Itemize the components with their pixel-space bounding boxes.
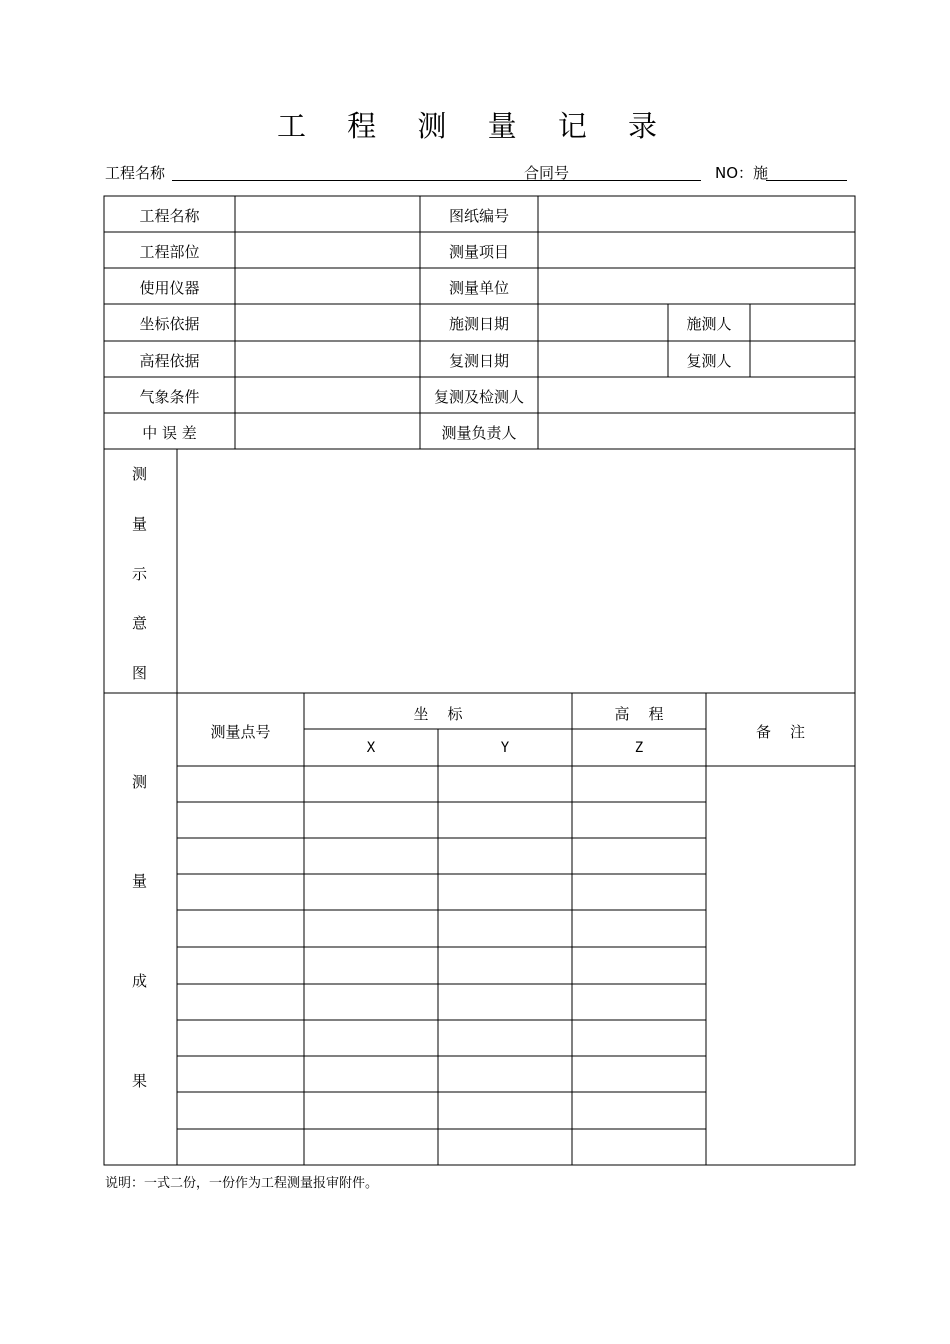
info-label-project-part: 工程部位 [139, 243, 200, 261]
results-label-char: 成 [132, 972, 148, 990]
info-label-project-name: 工程名称 [139, 207, 200, 225]
info-label-weather: 气象条件 [139, 388, 200, 406]
col-point-no: 测量点号 [210, 723, 271, 741]
sketch-label-char: 示 [132, 565, 148, 583]
info-label-mean-error: 中 误 差 [142, 424, 197, 442]
info-label-inspector: 复测及检测人 [433, 388, 524, 406]
no-label: NO：施 [715, 164, 769, 182]
project-name-label: 工程名称 [105, 164, 166, 182]
col-elevation: 高 程 [614, 705, 664, 723]
col-coordinate: 坐 标 [413, 705, 463, 723]
contract-label: 合同号 [524, 164, 570, 182]
sketch-label-char: 图 [132, 664, 148, 682]
sketch-label-char: 意 [132, 614, 148, 632]
sketch-label-char: 量 [132, 515, 148, 533]
info-label-coordinate-basis: 坐标依据 [139, 315, 200, 333]
col-z: Z [634, 740, 644, 756]
info-label-drawing-no: 图纸编号 [448, 207, 509, 225]
sketch-area[interactable] [178, 450, 854, 692]
info-label-survey-unit: 测量单位 [448, 279, 509, 297]
results-label-char: 量 [132, 872, 148, 890]
info-label-instrument: 使用仪器 [139, 279, 200, 297]
page-title: 工 程 测 量 记 录 [276, 109, 674, 143]
info-label-responsible: 测量负责人 [441, 424, 517, 442]
info-label-resurvey-date: 复测日期 [448, 352, 509, 370]
results-label-char: 测 [132, 773, 148, 791]
col-y: Y [500, 740, 510, 756]
col-remark: 备 注 [755, 723, 806, 741]
sketch-label-char: 测 [132, 465, 148, 483]
col-x: X [366, 740, 376, 756]
info-label-survey-date: 施测日期 [448, 315, 509, 333]
info-label-elevation-basis: 高程依据 [139, 352, 200, 370]
info-label-survey-item: 测量项目 [448, 243, 509, 261]
results-label-char: 果 [132, 1072, 148, 1090]
info-label-surveyor: 施测人 [686, 315, 732, 333]
footnote: 说明：一式二份，一份作为工程测量报审附件。 [105, 1176, 379, 1191]
info-label-resurveyor: 复测人 [686, 352, 732, 370]
